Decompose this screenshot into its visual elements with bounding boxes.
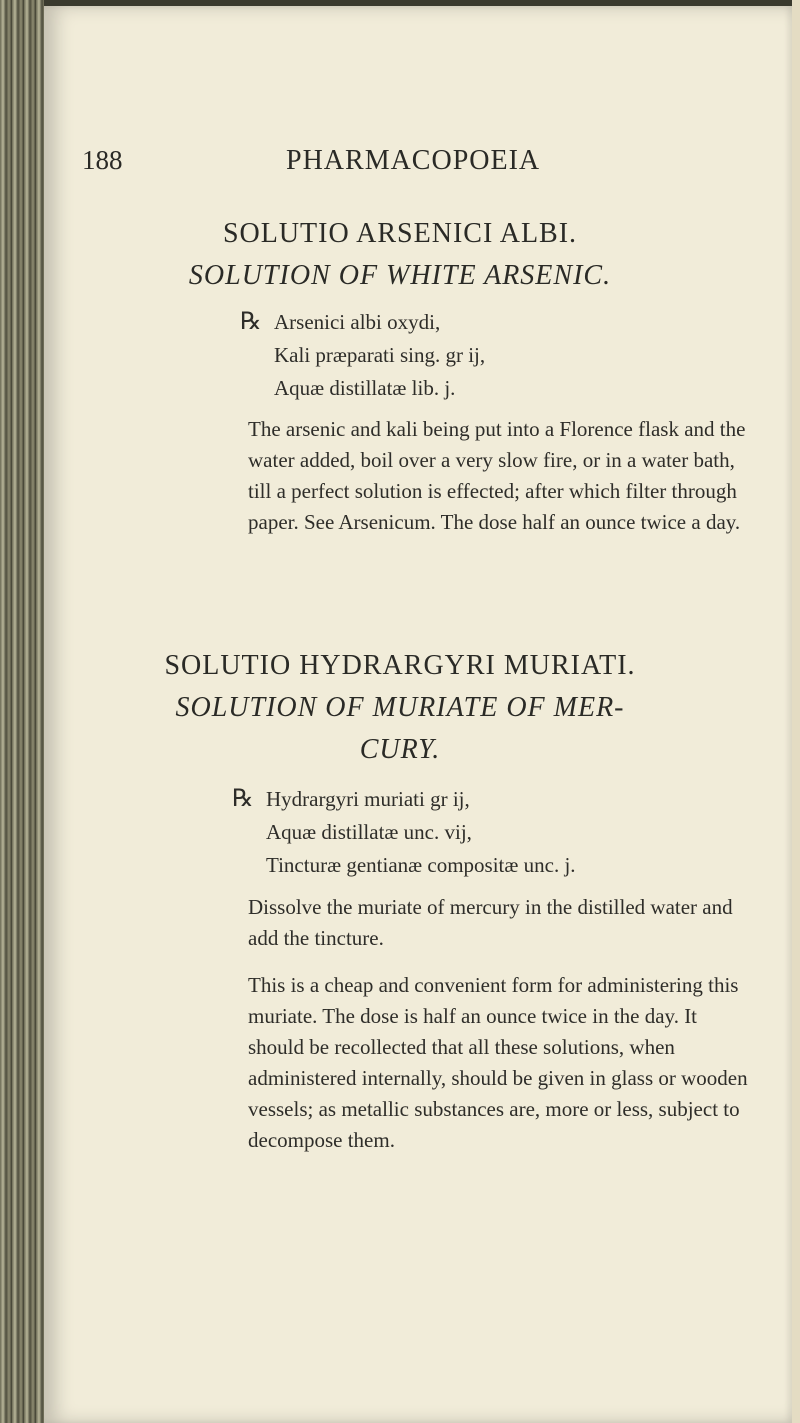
page-header	[82, 145, 760, 185]
running-head: PHARMACOPOEIA	[286, 145, 541, 176]
page-number: 188	[82, 145, 123, 175]
directions-paragraph: The arsenic and kali being put into a Florence flask and the water added, boil over a very slow fire, or in a water bath, till a perfect solution is effected; after which filter through paper. See Arsenicum. The dose half an ounce twice a day.	[248, 417, 746, 534]
section-subtitle: SOLUTION OF WHITE ARSENIC.	[188, 260, 612, 291]
section-subtitle-continued: CURY.	[359, 734, 441, 765]
recipe-line: Kali præparati sing. gr ij,	[274, 343, 486, 367]
recipe-line: Hydrargyri muriati gr ij,	[266, 787, 470, 811]
recipe-line: Aquæ distillatæ lib. j.	[274, 376, 456, 400]
recipe-line: Arsenici albi oxydi,	[274, 310, 441, 334]
recipe-line: Tincturæ gentianæ compositæ unc. j.	[266, 853, 576, 877]
section-subtitle: SOLUTION OF MURIATE OF MER-	[175, 692, 625, 723]
note-paragraph: This is a cheap and convenient form for administering this muriate. The dose is half an ounce twice in the day. It should be recollected that all these solutions, when administered internally, should be given in glass or wooden vessels; as metallic substances are, more or less, subject to decompose them.	[248, 973, 748, 1152]
section-title: SOLUTIO ARSENICI ALBI.	[222, 218, 578, 249]
directions-paragraph: Dissolve the muriate of mercury in the distilled water and add the tincture.	[248, 895, 733, 950]
recipe-symbol: ℞	[240, 309, 262, 335]
recipe-symbol: ℞	[232, 786, 254, 812]
recipe-line: Aquæ distillatæ unc. vij,	[266, 820, 472, 844]
section-title: SOLUTIO HYDRARGYRI MURIATI.	[164, 650, 636, 681]
